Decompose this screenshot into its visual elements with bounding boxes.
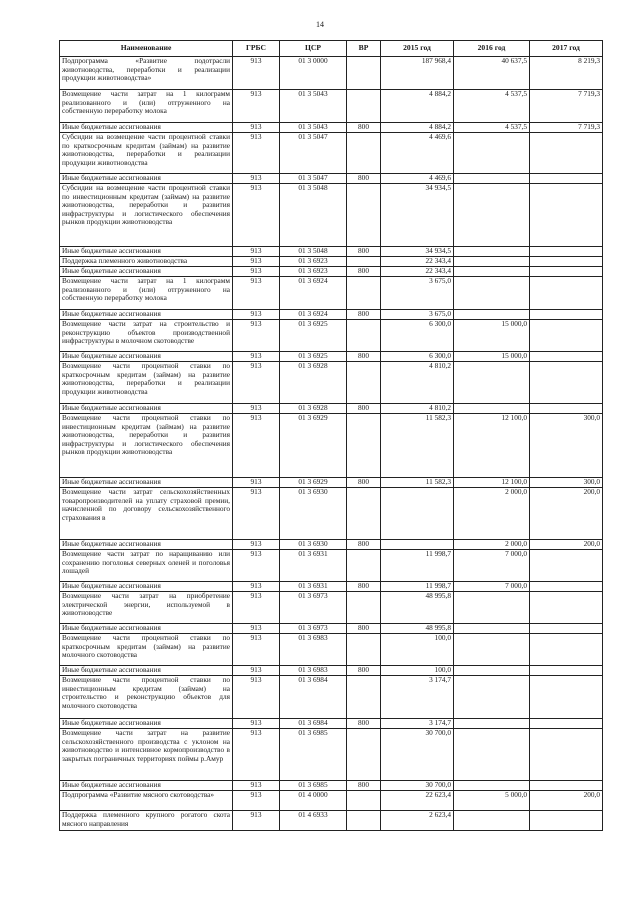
cell-csr: 01 3 6931 — [280, 550, 347, 582]
cell-grbs: 913 — [233, 719, 280, 729]
cell-vr: 800 — [347, 582, 381, 592]
cell-2017 — [530, 310, 603, 320]
cell-2016 — [454, 811, 530, 831]
cell-name: Возмещение части процентной ставки по инвестиционным кредитам (займам) на развитие животноводства, переработки и развития инфраструктуры и логистического обеспечения рынков продукции животноводства — [60, 414, 233, 478]
cell-csr: 01 3 6923 — [280, 267, 347, 277]
cell-name: Поддержка племенного животноводства — [60, 257, 233, 267]
cell-vr: 800 — [347, 404, 381, 414]
cell-vr — [347, 320, 381, 352]
cell-grbs: 913 — [233, 488, 280, 540]
cell-2016: 12 100,0 — [454, 414, 530, 478]
cell-vr: 800 — [347, 310, 381, 320]
cell-vr — [347, 57, 381, 90]
cell-vr — [347, 184, 381, 247]
cell-name: Иные бюджетные ассигнования — [60, 478, 233, 488]
cell-2015: 11 582,3 — [381, 414, 454, 478]
cell-2015: 11 998,7 — [381, 550, 454, 582]
cell-name: Субсидии на возмещение части процентной ставки по инвестиционным кредитам (займам) на развитие животноводства, переработки и развития инфраструктуры и логистического обеспечения рынков продукции животноводства — [60, 184, 233, 247]
cell-2017 — [530, 729, 603, 781]
cell-vr: 800 — [347, 540, 381, 550]
cell-name: Иные бюджетные ассигнования — [60, 666, 233, 676]
cell-2015: 34 934,5 — [381, 184, 454, 247]
cell-grbs: 913 — [233, 666, 280, 676]
cell-name: Возмещение части процентной ставки по краткосрочным кредитам (займам) на развитие молочного скотоводства — [60, 634, 233, 666]
cell-vr — [347, 676, 381, 719]
cell-2016 — [454, 781, 530, 791]
cell-grbs: 913 — [233, 624, 280, 634]
cell-vr — [347, 634, 381, 666]
cell-2017: 200,0 — [530, 791, 603, 811]
cell-2017 — [530, 582, 603, 592]
cell-2017: 7 719,3 — [530, 123, 603, 133]
cell-2016 — [454, 719, 530, 729]
cell-grbs: 913 — [233, 362, 280, 404]
cell-grbs: 913 — [233, 90, 280, 123]
cell-csr: 01 3 6930 — [280, 488, 347, 540]
cell-csr: 01 3 6925 — [280, 352, 347, 362]
cell-grbs: 913 — [233, 277, 280, 310]
cell-2016 — [454, 404, 530, 414]
cell-name: Возмещение части затрат сельскохозяйственных товаропроизводителей на уплату страховой премии, начисленной по договору сельскохозяйственного страхования в — [60, 488, 233, 540]
cell-vr — [347, 592, 381, 624]
cell-2016: 4 537,5 — [454, 123, 530, 133]
cell-csr: 01 3 6973 — [280, 624, 347, 634]
cell-name: Иные бюджетные ассигнования — [60, 247, 233, 257]
header-2015: 2015 год — [381, 41, 454, 57]
cell-name: Возмещение части затрат на 1 килограмм реализованного и (или) отгруженного на собственную переработку молока — [60, 90, 233, 123]
cell-vr: 800 — [347, 123, 381, 133]
cell-name: Иные бюджетные ассигнования — [60, 781, 233, 791]
cell-name: Подпрограмма «Развитие подотрасли животноводства, переработки и реализации продукции животноводства» — [60, 57, 233, 90]
cell-2016 — [454, 666, 530, 676]
cell-name: Иные бюджетные ассигнования — [60, 540, 233, 550]
cell-2015 — [381, 488, 454, 540]
page-number: 14 — [316, 20, 324, 29]
cell-grbs: 913 — [233, 174, 280, 184]
cell-2016 — [454, 174, 530, 184]
cell-2015: 3 174,7 — [381, 676, 454, 719]
cell-csr: 01 3 5043 — [280, 90, 347, 123]
cell-2016: 40 637,5 — [454, 57, 530, 90]
cell-grbs: 913 — [233, 478, 280, 488]
cell-2015: 100,0 — [381, 666, 454, 676]
cell-2015: 34 934,5 — [381, 247, 454, 257]
cell-csr: 01 3 6925 — [280, 320, 347, 352]
cell-csr: 01 3 5048 — [280, 184, 347, 247]
cell-csr: 01 3 0000 — [280, 57, 347, 90]
table-row — [60, 362, 603, 404]
cell-2016 — [454, 624, 530, 634]
cell-2015: 3 174,7 — [381, 719, 454, 729]
cell-grbs: 913 — [233, 310, 280, 320]
cell-grbs: 913 — [233, 267, 280, 277]
cell-grbs: 913 — [233, 550, 280, 582]
cell-name: Возмещение части затрат на 1 килограмм реализованного и (или) отгруженного на собственную переработку молока — [60, 277, 233, 310]
cell-vr: 800 — [347, 719, 381, 729]
cell-2016 — [454, 676, 530, 719]
table-row — [60, 310, 603, 320]
cell-csr: 01 4 0000 — [280, 791, 347, 811]
table-row — [60, 174, 603, 184]
cell-vr: 800 — [347, 666, 381, 676]
cell-2016 — [454, 362, 530, 404]
cell-2015 — [381, 540, 454, 550]
cell-name: Подпрограмма «Развитие мясного скотоводства» — [60, 791, 233, 811]
cell-vr — [347, 257, 381, 267]
cell-vr — [347, 811, 381, 831]
cell-2017 — [530, 174, 603, 184]
cell-2016: 12 100,0 — [454, 478, 530, 488]
cell-csr: 01 3 6924 — [280, 310, 347, 320]
table-row — [60, 320, 603, 352]
cell-csr: 01 3 6984 — [280, 676, 347, 719]
table-row — [60, 404, 603, 414]
cell-name: Возмещение части затрат на приобретение электрической энергии, используемой в животноводстве — [60, 592, 233, 624]
table-header-row — [60, 41, 603, 57]
cell-2015: 6 300,0 — [381, 352, 454, 362]
cell-name: Возмещение части затрат по наращиванию или сохранению поголовья северных оленей и поголовья лошадей — [60, 550, 233, 582]
cell-2015: 100,0 — [381, 634, 454, 666]
cell-csr: 01 3 6984 — [280, 719, 347, 729]
cell-name: Иные бюджетные ассигнования — [60, 404, 233, 414]
cell-csr: 01 3 6983 — [280, 634, 347, 666]
cell-2017 — [530, 624, 603, 634]
cell-vr: 800 — [347, 781, 381, 791]
cell-csr: 01 3 6929 — [280, 414, 347, 478]
cell-vr: 800 — [347, 624, 381, 634]
cell-2016: 15 000,0 — [454, 352, 530, 362]
table-row — [60, 352, 603, 362]
cell-vr: 800 — [347, 352, 381, 362]
cell-csr: 01 3 6928 — [280, 362, 347, 404]
cell-vr — [347, 90, 381, 123]
cell-grbs: 913 — [233, 791, 280, 811]
table-row — [60, 267, 603, 277]
cell-2016: 7 000,0 — [454, 550, 530, 582]
cell-2016 — [454, 634, 530, 666]
cell-2015: 22 623,4 — [381, 791, 454, 811]
cell-2016: 5 000,0 — [454, 791, 530, 811]
cell-2017 — [530, 676, 603, 719]
cell-name: Субсидии на возмещение части процентной ставки по краткосрочным кредитам (займам) на развитие животноводства, переработки и реализации продукции животноводства — [60, 133, 233, 174]
cell-grbs: 913 — [233, 634, 280, 666]
cell-name: Возмещение части затрат на строительство и реконструкцию объектов производственной инфраструктуры в молочном скотоводстве — [60, 320, 233, 352]
cell-2017: 200,0 — [530, 540, 603, 550]
cell-vr: 800 — [347, 247, 381, 257]
cell-grbs: 913 — [233, 257, 280, 267]
cell-2017: 7 719,3 — [530, 90, 603, 123]
cell-2015: 11 998,7 — [381, 582, 454, 592]
cell-grbs: 913 — [233, 592, 280, 624]
cell-csr: 01 3 6924 — [280, 277, 347, 310]
table-row — [60, 488, 603, 540]
table-row — [60, 719, 603, 729]
cell-csr: 01 3 5047 — [280, 174, 347, 184]
table-row — [60, 257, 603, 267]
cell-vr — [347, 488, 381, 540]
cell-2016: 2 000,0 — [454, 488, 530, 540]
table-row — [60, 550, 603, 582]
table-row — [60, 277, 603, 310]
cell-name: Иные бюджетные ассигнования — [60, 624, 233, 634]
cell-2015: 30 700,0 — [381, 729, 454, 781]
cell-csr: 01 3 6983 — [280, 666, 347, 676]
header-2016: 2016 год — [454, 41, 530, 57]
cell-2017 — [530, 184, 603, 247]
table-row — [60, 582, 603, 592]
cell-2015: 3 675,0 — [381, 310, 454, 320]
cell-vr: 800 — [347, 478, 381, 488]
cell-2017 — [530, 362, 603, 404]
table-row — [60, 791, 603, 811]
cell-grbs: 913 — [233, 320, 280, 352]
cell-grbs: 913 — [233, 811, 280, 831]
cell-grbs: 913 — [233, 184, 280, 247]
cell-name: Иные бюджетные ассигнования — [60, 352, 233, 362]
table-row — [60, 90, 603, 123]
table-row — [60, 478, 603, 488]
cell-2016: 15 000,0 — [454, 320, 530, 352]
cell-2016: 4 537,5 — [454, 90, 530, 123]
cell-2015: 4 884,2 — [381, 90, 454, 123]
header-name: Наименование — [60, 41, 233, 57]
table-row — [60, 592, 603, 624]
cell-2017: 300,0 — [530, 478, 603, 488]
cell-csr: 01 3 6985 — [280, 729, 347, 781]
cell-2017 — [530, 352, 603, 362]
header-vr: ВР — [347, 41, 381, 57]
cell-2017 — [530, 247, 603, 257]
cell-name: Возмещение части процентной ставки по краткосрочным кредитам (займам) на развитие животноводства, переработки и реализации продукции животноводства — [60, 362, 233, 404]
header-csr: ЦСР — [280, 41, 347, 57]
cell-csr: 01 3 6930 — [280, 540, 347, 550]
cell-grbs: 913 — [233, 404, 280, 414]
cell-name: Иные бюджетные ассигнования — [60, 174, 233, 184]
cell-2015: 11 582,3 — [381, 478, 454, 488]
cell-csr: 01 3 6928 — [280, 404, 347, 414]
cell-2015: 6 300,0 — [381, 320, 454, 352]
cell-name: Возмещение части затрат на развитие сельскохозяйственного производства с уклоном на животноводство и интенсивное кормопроизводство в закрытых пограничных территориях поймы р.Амур — [60, 729, 233, 781]
cell-2017 — [530, 277, 603, 310]
cell-2017 — [530, 634, 603, 666]
cell-grbs: 913 — [233, 729, 280, 781]
cell-name: Иные бюджетные ассигнования — [60, 310, 233, 320]
cell-2016 — [454, 133, 530, 174]
cell-csr: 01 3 6929 — [280, 478, 347, 488]
cell-grbs: 913 — [233, 582, 280, 592]
cell-2017 — [530, 267, 603, 277]
cell-name: Иные бюджетные ассигнования — [60, 267, 233, 277]
cell-csr: 01 3 5043 — [280, 123, 347, 133]
cell-csr: 01 3 6931 — [280, 582, 347, 592]
cell-2015: 3 675,0 — [381, 277, 454, 310]
budget-table — [59, 40, 603, 831]
cell-grbs: 913 — [233, 247, 280, 257]
cell-vr — [347, 133, 381, 174]
cell-vr — [347, 550, 381, 582]
cell-grbs: 913 — [233, 414, 280, 478]
cell-2017 — [530, 592, 603, 624]
cell-2017 — [530, 781, 603, 791]
cell-2015: 4 884,2 — [381, 123, 454, 133]
cell-vr — [347, 791, 381, 811]
table-row — [60, 57, 603, 90]
table-row — [60, 811, 603, 831]
cell-2016 — [454, 247, 530, 257]
cell-2016 — [454, 592, 530, 624]
cell-2016 — [454, 729, 530, 781]
cell-2015: 4 810,2 — [381, 404, 454, 414]
cell-2016: 2 000,0 — [454, 540, 530, 550]
cell-csr: 01 3 6973 — [280, 592, 347, 624]
cell-csr: 01 3 5047 — [280, 133, 347, 174]
cell-2017 — [530, 257, 603, 267]
cell-csr: 01 3 6985 — [280, 781, 347, 791]
cell-2016 — [454, 257, 530, 267]
cell-vr — [347, 277, 381, 310]
table-row — [60, 781, 603, 791]
cell-2017 — [530, 811, 603, 831]
cell-grbs: 913 — [233, 540, 280, 550]
table-row — [60, 624, 603, 634]
cell-2015: 4 469,6 — [381, 133, 454, 174]
cell-vr — [347, 414, 381, 478]
cell-grbs: 913 — [233, 781, 280, 791]
table-row — [60, 634, 603, 666]
cell-2015: 4 810,2 — [381, 362, 454, 404]
cell-2015: 48 995,8 — [381, 592, 454, 624]
cell-2015: 187 968,4 — [381, 57, 454, 90]
table-row — [60, 540, 603, 550]
table-row — [60, 666, 603, 676]
cell-vr: 800 — [347, 174, 381, 184]
table-row — [60, 184, 603, 247]
cell-csr: 01 3 5048 — [280, 247, 347, 257]
cell-2017: 8 219,3 — [530, 57, 603, 90]
cell-name: Иные бюджетные ассигнования — [60, 582, 233, 592]
cell-2015: 4 469,6 — [381, 174, 454, 184]
cell-2017 — [530, 719, 603, 729]
cell-2017 — [530, 133, 603, 174]
cell-grbs: 913 — [233, 133, 280, 174]
cell-2017: 300,0 — [530, 414, 603, 478]
cell-grbs: 913 — [233, 123, 280, 133]
cell-vr — [347, 362, 381, 404]
cell-2017 — [530, 666, 603, 676]
cell-2016 — [454, 277, 530, 310]
cell-2016 — [454, 267, 530, 277]
cell-vr — [347, 729, 381, 781]
table-row — [60, 729, 603, 781]
cell-2015: 48 995,8 — [381, 624, 454, 634]
cell-name: Поддержка племенного крупного рогатого скота мясного направления — [60, 811, 233, 831]
cell-csr: 01 3 6923 — [280, 257, 347, 267]
table-row — [60, 247, 603, 257]
table-row — [60, 123, 603, 133]
cell-2015: 22 343,4 — [381, 257, 454, 267]
cell-2016 — [454, 310, 530, 320]
cell-grbs: 913 — [233, 57, 280, 90]
cell-name: Иные бюджетные ассигнования — [60, 719, 233, 729]
table-row — [60, 133, 603, 174]
header-2017: 2017 год — [530, 41, 603, 57]
cell-name: Иные бюджетные ассигнования — [60, 123, 233, 133]
cell-csr: 01 4 6933 — [280, 811, 347, 831]
cell-2017 — [530, 320, 603, 352]
cell-2015: 30 700,0 — [381, 781, 454, 791]
cell-2015: 2 623,4 — [381, 811, 454, 831]
table-row — [60, 414, 603, 478]
header-grbs: ГРБС — [233, 41, 280, 57]
table-row — [60, 676, 603, 719]
cell-grbs: 913 — [233, 676, 280, 719]
cell-2016: 7 000,0 — [454, 582, 530, 592]
cell-2017 — [530, 550, 603, 582]
cell-name: Возмещение части процентной ставки по инвестиционным кредитам (займам) на строительство и реконструкцию объектов для молочного скотоводства — [60, 676, 233, 719]
cell-2017: 200,0 — [530, 488, 603, 540]
cell-vr: 800 — [347, 267, 381, 277]
cell-2016 — [454, 184, 530, 247]
cell-2017 — [530, 404, 603, 414]
cell-grbs: 913 — [233, 352, 280, 362]
cell-2015: 22 343,4 — [381, 267, 454, 277]
